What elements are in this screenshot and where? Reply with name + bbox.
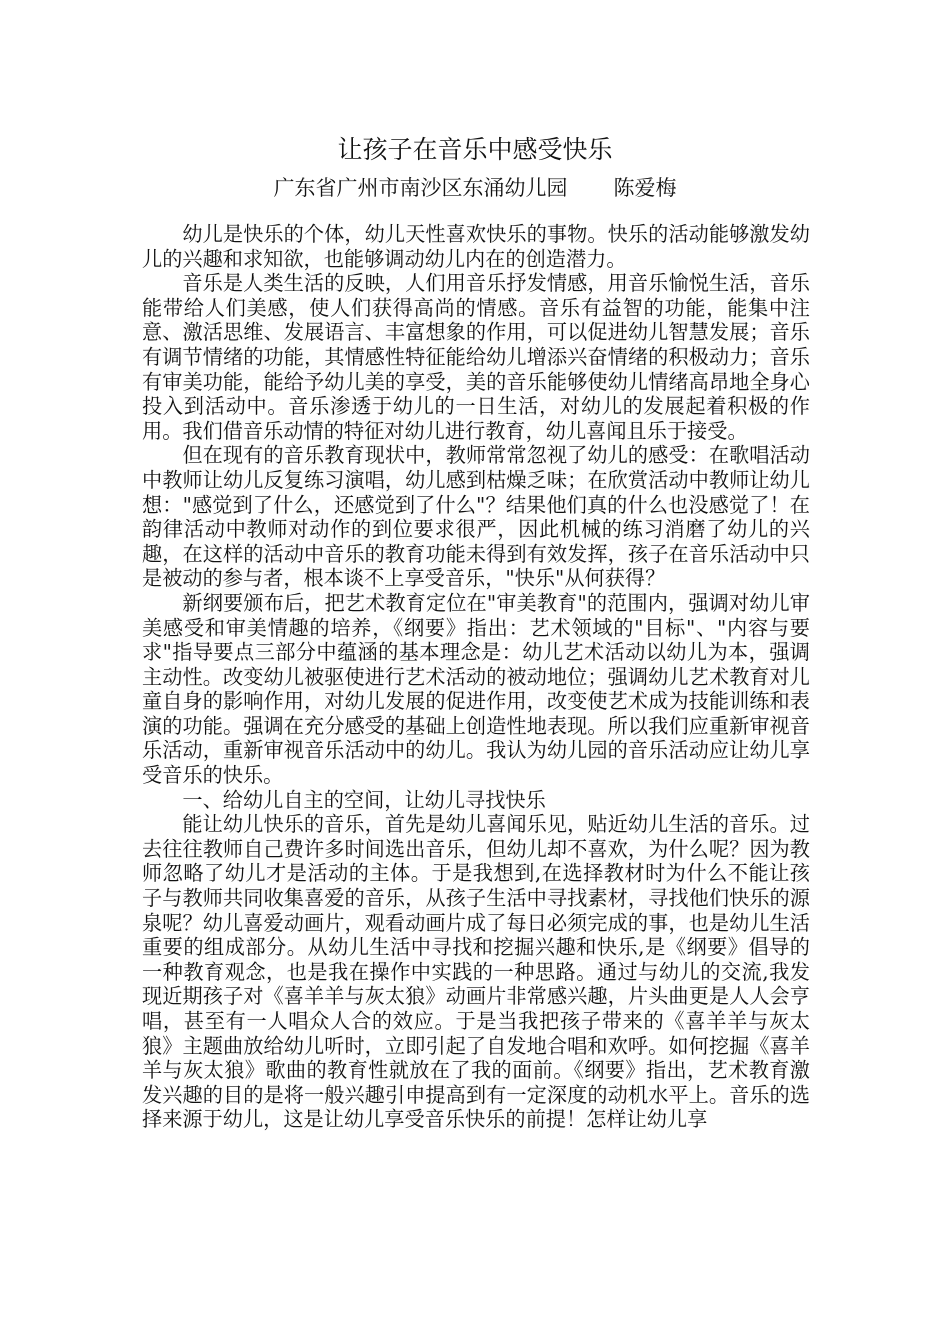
document-body [142, 222, 810, 1132]
paragraph: 能让幼儿快乐的音乐，首先是幼儿喜闻乐见，贴近幼儿生活的音乐。过去往往教师自己费许多时间选出音乐，但幼儿却不喜欢，为什么呢？因为教师忽略了幼儿才是活动的主体。于是我想到,在选择教材时为什么不能让孩子与教师共同收集喜爱的音乐，从孩子生活中寻找素材，寻找他们快乐的源泉呢？幼儿喜爱动画片，观看动画片成了每日必须完成的事，也是幼儿生活重要的组成部分。从幼儿生活中寻找和挖掘兴趣和快乐,是《纲要》倡导的一种教育观念，也是我在操作中实践的一种思路。通过与幼儿的交流,我发现近期孩子对《喜羊羊与灰太狼》动画片非常感兴趣，片头曲更是人人会亨唱，甚至有一人唱众人合的效应。于是当我把孩子带来的《喜羊羊与灰太狼》主题曲放给幼儿听时，立即引起了自发地合唱和欢呼。如何挖掘《喜羊羊与灰太狼》歌曲的教育性就放在了我的面前。《纲要》指出，艺术教育激发兴趣的目的是将一般兴趣引申提高到有一定深度的动机水平上。音乐的选择来源于幼儿，这是让幼儿享受音乐快乐的前提！怎样让幼儿享 [142, 812, 810, 1132]
document-title: 让孩子在音乐中感受快乐 [337, 135, 613, 164]
school-name: 广东省广州市南沙区东涌幼儿园 [273, 176, 568, 200]
paragraph: 但在现有的音乐教育现状中，教师常常忽视了幼儿的感受：在歌唱活动中教师让幼儿反复练习演唱，幼儿感到枯燥乏味；在欣赏活动中教师让幼儿想："感觉到了什么，还感觉到了什么"？结果他们真的什么也没感觉了！在韵律活动中教师对动作的到位要求很严，因此机械的练习消磨了幼儿的兴趣，在这样的活动中音乐的教育功能未得到有效发挥，孩子在音乐活动中只是被动的参与者，根本谈不上享受音乐，"快乐"从何获得？ [142, 443, 810, 591]
byline [0, 173, 950, 203]
paragraph: 音乐是人类生活的反映，人们用音乐抒发情感，用音乐愉悦生活，音乐能带给人们美感，使人们获得高尚的情感。音乐有益智的功能，能集中注意、激活思维、发展语言、丰富想象的作用，可以促进幼儿智慧发展；音乐有调节情绪的功能，其情感性特征能给幼儿增添兴奋情绪的积极动力；音乐有审美功能，能给予幼儿美的享受，美的音乐能够使幼儿情绪高昂地全身心投入到活动中。音乐渗透于幼儿的一日生活，对幼儿的发展起着积极的作用。我们借音乐动情的特征对幼儿进行教育，幼儿喜闻且乐于接受。 [142, 271, 810, 443]
paragraph: 新纲要颁布后，把艺术教育定位在"审美教育"的范围内，强调对幼儿审美感受和审美情趣的培养，《纲要》指出：艺术领域的"目标"、"内容与要求"指导要点三部分中蕴涵的基本理念是：幼儿艺术活动以幼儿为本，强调主动性。改变幼儿被驱使进行艺术活动的被动地位；强调幼儿艺术教育对儿童自身的影响作用，对幼儿发展的促进作用，改变使艺术成为技能训练和表演的功能。强调在充分感受的基础上创造性地表现。所以我们应重新审视音乐活动，重新审视音乐活动中的幼儿。我认为幼儿园的音乐活动应让幼儿享受音乐的快乐。 [142, 590, 810, 788]
author-name: 陈爱梅 [613, 176, 677, 200]
section-heading: 一、给幼儿自主的空间，让幼儿寻找快乐 [182, 787, 546, 812]
paragraph: 幼儿是快乐的个体，幼儿天性喜欢快乐的事物。快乐的活动能够激发幼儿的兴趣和求知欲，也能够调动幼儿内在的创造潜力。 [142, 222, 810, 271]
